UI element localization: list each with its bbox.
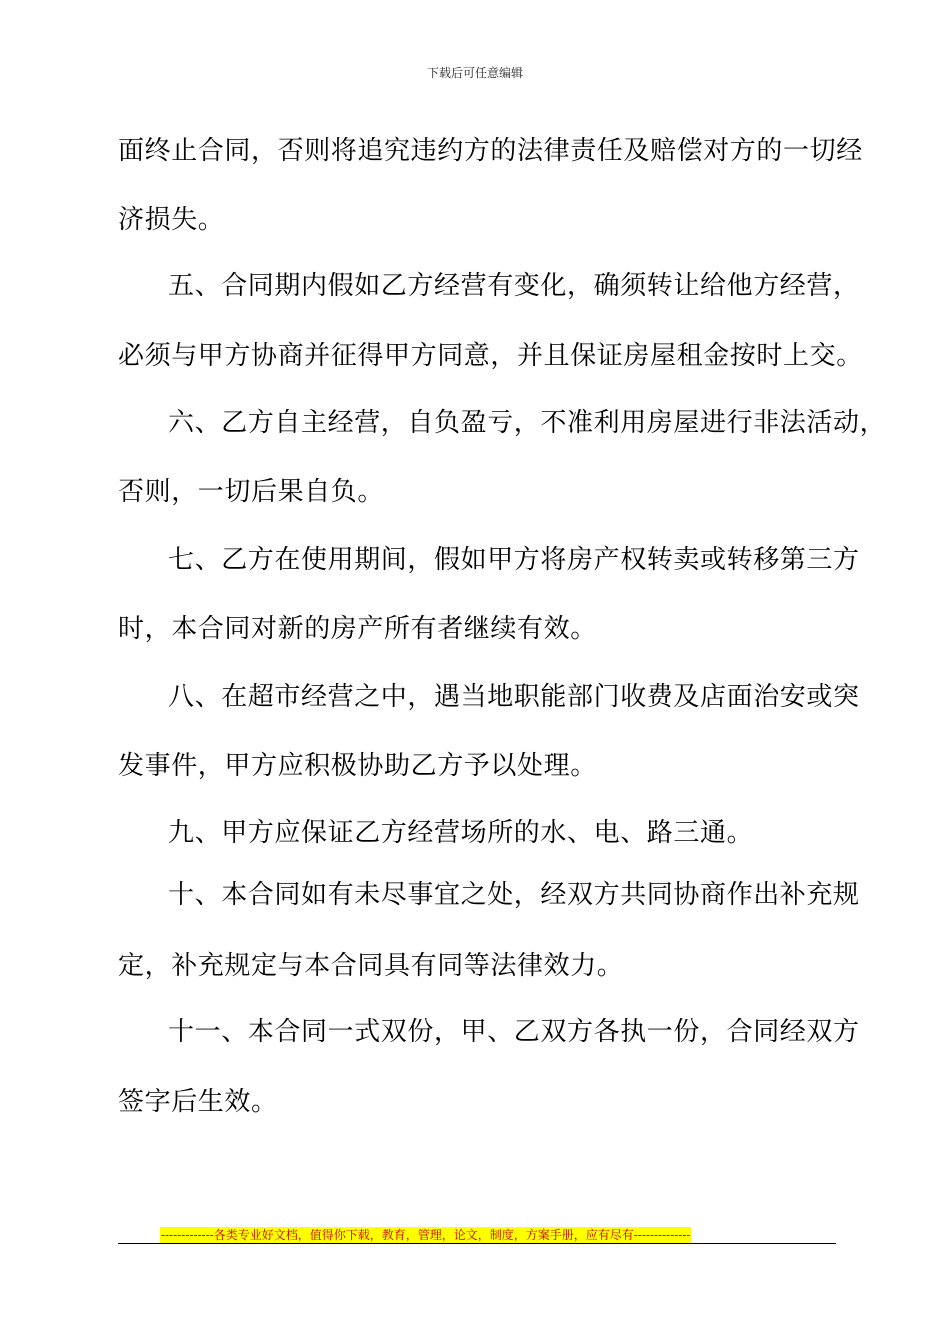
body-line: 否则，一切后果自负。 bbox=[118, 477, 385, 507]
body-line: 时，本合同对新的房产所有者继续有效。 bbox=[118, 614, 597, 644]
paragraph-seven-line: 七、乙方在使用期间，假如甲方将房产权转卖或转移第三方 bbox=[168, 545, 860, 575]
body-line: 济损失。 bbox=[118, 205, 225, 235]
footer-divider bbox=[118, 1243, 836, 1244]
body-line: 必须与甲方协商并征得甲方同意，并且保证房屋租金按时上交。 bbox=[118, 341, 863, 371]
footer-banner: -------------各类专业好文档，值得你下载，教育，管理，论文，制度，方案手册，应有尽有-------------- bbox=[161, 1228, 691, 1242]
body-line: 签字后生效。 bbox=[118, 1087, 278, 1117]
header-note: 下载后可任意编辑 bbox=[426, 66, 523, 80]
body-line: 发事件，甲方应积极协助乙方予以处理。 bbox=[118, 751, 597, 781]
paragraph-nine-line: 九、甲方应保证乙方经营场所的水、电、路三通。 bbox=[168, 818, 754, 848]
paragraph-ten-line: 十、本合同如有未尽事宜之处，经双方共同协商作出补充规 bbox=[168, 880, 860, 910]
paragraph-eight-line: 八、在超市经营之中，遇当地职能部门收费及店面治安或突 bbox=[168, 682, 860, 712]
body-line: 面终止合同，否则将追究违约方的法律责任及赔偿对方的一切经 bbox=[118, 136, 863, 166]
paragraph-five-line: 五、合同期内假如乙方经营有变化，确须转让给他方经营， bbox=[168, 271, 860, 301]
paragraph-six-line: 六、乙方自主经营，自负盈亏，不准利用房屋进行非法活动， bbox=[168, 408, 887, 438]
paragraph-eleven-line: 十一、本合同一式双份，甲、乙双方各执一份，合同经双方 bbox=[168, 1017, 860, 1047]
body-line: 定，补充规定与本合同具有同等法律效力。 bbox=[118, 951, 624, 981]
